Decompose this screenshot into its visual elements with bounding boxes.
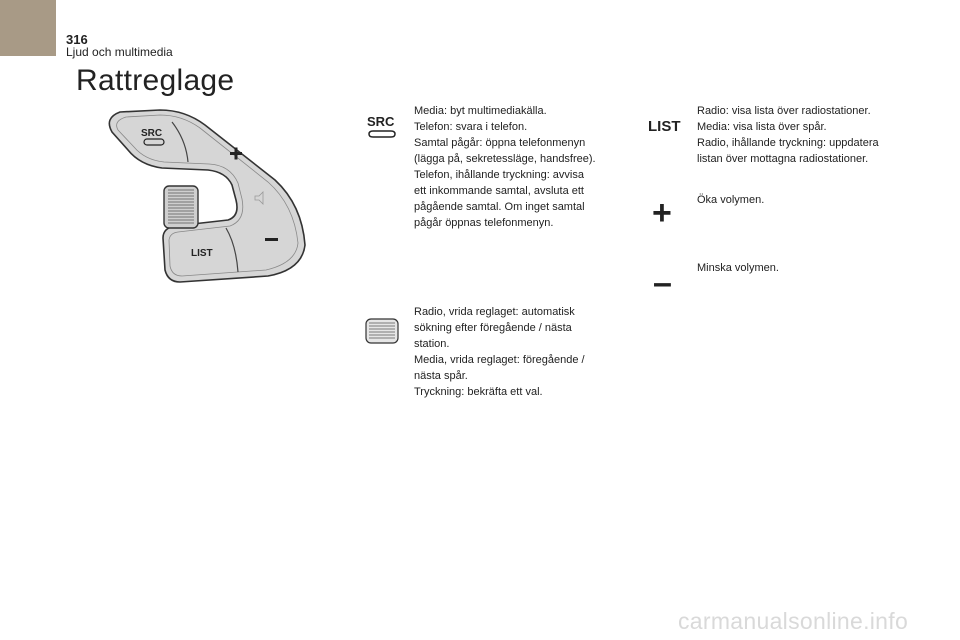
wheel-description <box>414 304 585 400</box>
src-icon-label: SRC <box>367 114 395 129</box>
list-description <box>697 103 879 167</box>
minus-icon: – <box>653 264 672 302</box>
wheel-line: nästa spår. <box>414 370 468 382</box>
illustration-src-label: SRC <box>141 128 163 139</box>
wheel-line: Media, vrida reglaget: föregående / <box>414 354 585 366</box>
wheel-line: station. <box>414 338 450 350</box>
minus-line: Minska volymen. <box>697 262 779 274</box>
chapter-tab <box>0 0 56 56</box>
wheel-line: sökning efter föregående / nästa <box>414 322 572 334</box>
plus-description <box>697 192 764 208</box>
src-line: pågående samtal. Om inget samtal <box>414 201 585 213</box>
list-line: Radio, ihållande tryckning: uppdatera <box>697 137 879 149</box>
page-number: 316 <box>66 32 88 47</box>
steering-control-illustration <box>100 105 315 290</box>
illustration-list-label: LIST <box>191 248 213 259</box>
src-line: Samtal pågår: öppna telefonmenyn <box>414 137 586 149</box>
plus-line: Öka volymen. <box>697 194 765 206</box>
src-line: ett inkommande samtal, avsluta ett <box>414 185 584 197</box>
list-line: Radio: visa lista över radiostationer. <box>697 105 871 117</box>
section-title: Ljud och multimedia <box>66 45 173 59</box>
plus-icon: + <box>652 194 672 232</box>
src-icon <box>364 113 400 147</box>
wheel-line: Radio, vrida reglaget: automatisk <box>414 306 575 318</box>
src-line: Telefon: svara i telefon. <box>414 121 528 133</box>
minus-description <box>697 260 779 276</box>
src-line: pågår öppnas telefonmenyn. <box>414 217 554 229</box>
list-line: listan över mottagna radiostationer. <box>697 153 869 165</box>
thumbwheel-icon <box>364 317 400 345</box>
page-title: Rattreglage <box>76 64 235 97</box>
src-description <box>414 103 596 231</box>
src-line: Telefon, ihållande tryckning: avvisa <box>414 169 584 181</box>
wheel-line: Tryckning: bekräfta ett val. <box>414 386 543 398</box>
list-icon: LIST <box>648 118 681 135</box>
src-line: (lägga på, sekretessläge, handsfree). <box>414 153 596 165</box>
list-line: Media: visa lista över spår. <box>697 121 827 133</box>
watermark: carmanualsonline.info <box>678 608 909 634</box>
src-line: Media: byt multimediakälla. <box>414 105 547 117</box>
